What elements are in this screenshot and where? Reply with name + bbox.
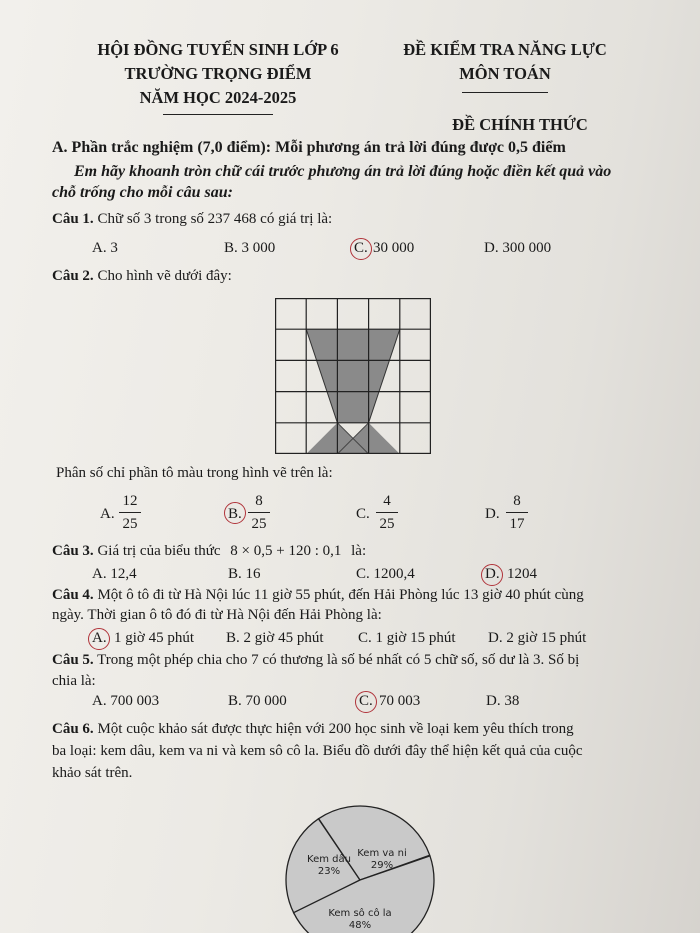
school-name: TRƯỜNG TRỌNG ĐIỂM [124, 64, 312, 83]
instruction-line-1: Em hãy khoanh tròn chữ cái trước phương án trả lời đúng hoặc điền kết quả vào [74, 163, 612, 180]
pie-value-label: 48% [348, 920, 372, 931]
shaded-triangle-right [369, 423, 400, 454]
q5-stem-line-1 [52, 652, 579, 669]
q1-label: Câu 1. [52, 211, 94, 227]
pie-category-label: Kem sô cô la [328, 908, 392, 919]
q1-option-d[interactable]: D. 300 000 [484, 240, 552, 256]
fraction-denominator: 25 [251, 516, 267, 532]
q6-stem-line-3: khảo sát trên. [52, 765, 133, 781]
q6-stem-line-2: ba loại: kem dâu, kem va ni và kem sô cô la. Biểu đồ dưới đây thể hiện kết quả của cuộc [52, 743, 583, 759]
q5-option-b[interactable]: B. 70 000 [228, 693, 287, 709]
q4-option-a[interactable]: 1 giờ 45 phút [114, 630, 195, 646]
q2-prompt: Phân số chỉ phần tô màu trong hình vẽ trên là: [56, 465, 333, 481]
q2-option-d-fraction[interactable] [506, 492, 528, 533]
q2-label: Câu 2. [52, 268, 94, 284]
council-title: HỘI ĐỒNG TUYỂN SINH LỚP 6 [97, 40, 339, 59]
school-year: NĂM HỌC 2024-2025 [139, 88, 297, 107]
q1-option-a[interactable]: A. 3 [92, 240, 118, 256]
q5-option-d[interactable]: D. 38 [486, 693, 520, 709]
q2-option-b-letter[interactable]: B. [228, 506, 242, 522]
section-a-title: A. Phần trắc nghiệm (7,0 điểm): Mỗi phương án trả lời đúng được 0,5 điểm [52, 139, 566, 156]
q1-option-c-letter[interactable]: C. [354, 240, 368, 256]
q2-text: Cho hình vẽ dưới đây: [97, 268, 232, 284]
instruction-line-2: chỗ trống cho mỗi câu sau: [52, 184, 233, 201]
q2-option-a-fraction[interactable] [119, 492, 141, 533]
q1-option-c[interactable]: 30 000 [373, 240, 415, 256]
shaded-triangle-left [306, 423, 337, 454]
q5-option-c[interactable]: 70 003 [379, 693, 421, 709]
q2-option-b-fraction[interactable] [248, 492, 270, 533]
fraction-denominator: 25 [379, 516, 395, 532]
q3-option-d[interactable]: 1204 [507, 566, 537, 582]
header-rule-left [163, 114, 273, 115]
q3-option-b[interactable]: B. 16 [228, 566, 261, 582]
fraction-numerator: 12 [122, 493, 138, 509]
q3-suffix: là: [351, 543, 367, 559]
shaded-trapezoid [306, 329, 400, 423]
q3-option-c[interactable]: C. 1200,4 [356, 566, 415, 582]
q5-option-a[interactable]: A. 700 003 [92, 693, 160, 709]
q5-text-1: Trong một phép chia cho 7 có thương là số bé nhất có 5 chữ số, số dư là 3. Số bị [97, 652, 580, 668]
q4-option-c[interactable]: C. 1 giờ 15 phút [358, 630, 456, 646]
q1-text: Chữ số 3 trong số 237 468 có giá trị là: [97, 211, 333, 227]
q4-text-1: Một ô tô đi từ Hà Nội lúc 11 giờ 55 phút, đến Hải Phòng lúc 13 giờ 40 phút cùng [97, 587, 584, 603]
q2-option-a-letter[interactable]: A. [100, 506, 115, 522]
q5-label: Câu 5. [52, 652, 94, 668]
q2-option-c-fraction[interactable] [376, 492, 398, 533]
q4-stem-line-1 [52, 587, 584, 604]
q5-stem-line-2: chia là: [52, 673, 96, 689]
fraction-denominator: 17 [509, 516, 525, 532]
q1-stem [52, 211, 332, 228]
q4-stem-line-2: ngày. Thời gian ô tô đó đi từ Hà Nội đến Hải Phòng là: [52, 607, 382, 623]
q3-option-a[interactable]: A. 12,4 [92, 566, 137, 582]
q3-text: Giá trị của biểu thức [97, 543, 221, 559]
header-rule-right [462, 92, 548, 93]
q2-grid-figure [275, 298, 431, 454]
q6-stem-line-1 [52, 721, 574, 738]
exam-title: ĐỀ KIỂM TRA NĂNG LỰC [403, 40, 607, 59]
fraction-numerator: 8 [513, 493, 521, 509]
q4-option-b[interactable]: B. 2 giờ 45 phút [226, 630, 324, 646]
q5-option-c-letter[interactable]: C. [359, 693, 373, 709]
q2-option-d-letter[interactable]: D. [485, 506, 500, 522]
fraction-numerator: 4 [383, 493, 391, 509]
pie-category-label: Kem dâu [307, 854, 351, 865]
pie-category-label: Kem va ni [357, 848, 407, 859]
q4-option-d[interactable]: D. 2 giờ 15 phút [488, 630, 587, 646]
fraction-numerator: 8 [255, 493, 263, 509]
q4-option-a-letter[interactable]: A. [92, 630, 107, 646]
ice-cream-pie-chart [280, 800, 440, 933]
subject-title: MÔN TOÁN [459, 64, 551, 83]
q3-stem [52, 543, 366, 560]
pie-value-label: 23% [317, 866, 341, 877]
official-label: ĐỀ CHÍNH THỨC [452, 115, 588, 134]
q3-label: Câu 3. [52, 543, 94, 559]
pie-value-label: 29% [370, 860, 394, 871]
q4-label: Câu 4. [52, 587, 94, 603]
q3-expression: 8 × 0,5 + 120 : 0,1 [230, 543, 342, 559]
q6-label: Câu 6. [52, 721, 94, 737]
q1-option-b[interactable]: B. 3 000 [224, 240, 276, 256]
q3-option-d-letter[interactable]: D. [485, 566, 500, 582]
fraction-denominator: 25 [122, 516, 138, 532]
q2-stem [52, 268, 232, 285]
q2-option-c-letter[interactable]: C. [356, 506, 370, 522]
q6-text-1: Một cuộc khảo sát được thực hiện với 200 học sinh về loại kem yêu thích trong [97, 721, 574, 737]
